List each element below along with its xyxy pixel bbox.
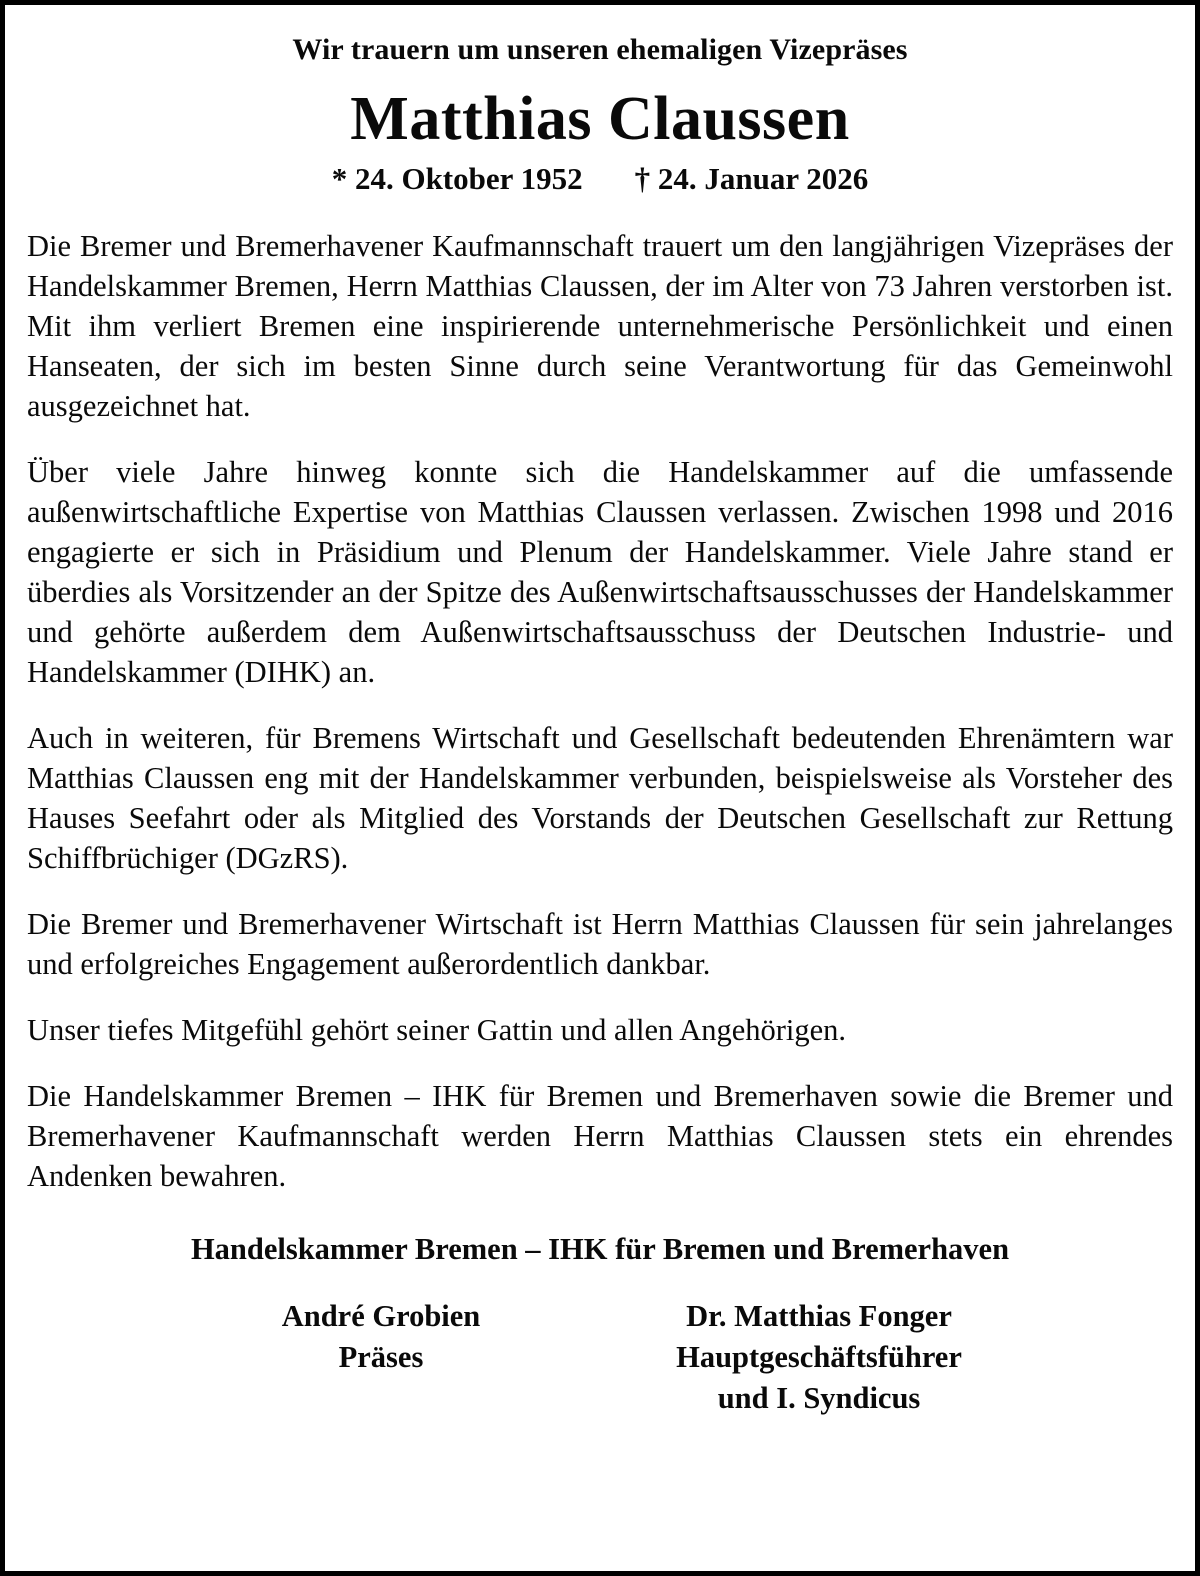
body-paragraph: Unser tiefes Mitgefühl gehört seiner Gattin und allen Angehörigen. bbox=[27, 1013, 847, 1047]
signatory-block bbox=[27, 1296, 1173, 1419]
birth-date: * 24. Oktober 1952 bbox=[331, 161, 583, 196]
body-paragraph: Die Bremer und Bremerhavener Kaufmannschaft trauert um den langjährigen Vizepräses der Handelskammer Bremen, Herrn Matthias Claussen, der im Alter von 73 Jahren verstorben ist. Mit ihm verliert Bremen eine inspirierende unternehmerische Persönlichkeit und einen Hanseaten, der sich im besten Sinne durch seine Verantwortung für das Gemeinwohl ausgezeichnet hat. bbox=[27, 229, 1173, 423]
body-paragraph: Über viele Jahre hinweg konnte sich die Handelskammer auf die umfassende außenwirtschaftliche Expertise von Matthias Claussen verlassen. Zwischen 1998 und 2016 engagierte er sich in Präsidium und Plenum der Handelskammer. Viele Jahre stand er überdies als Vorsitzender an der Spitze des Außenwirtschaftsausschusses der Handelskammer und gehörte außerdem dem Außenwirtschaftsausschuss der Deutschen Industrie- und Handelskammer (DIHK) an. bbox=[27, 455, 1173, 689]
body-paragraph: Auch in weiteren, für Bremens Wirtschaft und Gesellschaft bedeutenden Ehrenämtern war Matthias Claussen eng mit der Handelskammer verbunden, beispielsweise als Vorsteher des Hauses Seefahrt oder als Mitglied des Vorstands der Deutschen Gesellschaft zur Rettung Schiffbrüchiger (DGzRS). bbox=[27, 721, 1173, 875]
signatory-role: Präses bbox=[338, 1340, 424, 1374]
body-paragraph: Die Bremer und Bremerhavener Wirtschaft ist Herrn Matthias Claussen für sein jahrelanges und erfolgreiches Engagement außerordentlich dankbar. bbox=[27, 907, 1173, 981]
signatory-left bbox=[171, 1296, 591, 1378]
life-dates bbox=[27, 160, 1173, 198]
signatory-role-continued: und I. Syndicus bbox=[717, 1381, 921, 1415]
obituary-body bbox=[27, 226, 1173, 1196]
notice-inner bbox=[5, 5, 1195, 1419]
signatory-name: André Grobien bbox=[281, 1299, 481, 1333]
organization-name: Handelskammer Bremen – IHK für Bremen und Bremerhaven bbox=[190, 1232, 1010, 1266]
death-date: † 24. Januar 2026 bbox=[634, 161, 869, 196]
deceased-name: Matthias Claussen bbox=[350, 85, 850, 153]
signatory-name: Dr. Matthias Fonger bbox=[686, 1299, 952, 1333]
signatory-right bbox=[609, 1296, 1029, 1419]
mourning-statement: Wir trauern um unseren ehemaligen Vizepräses bbox=[292, 33, 908, 66]
signatory-role: Hauptgeschäftsführer bbox=[676, 1340, 962, 1374]
body-paragraph: Die Handelskammer Bremen – IHK für Bremen und Bremerhaven sowie die Bremer und Bremerhavener Kaufmannschaft werden Herrn Matthias Claussen stets ein ehrendes Andenken bewahren. bbox=[27, 1079, 1173, 1193]
